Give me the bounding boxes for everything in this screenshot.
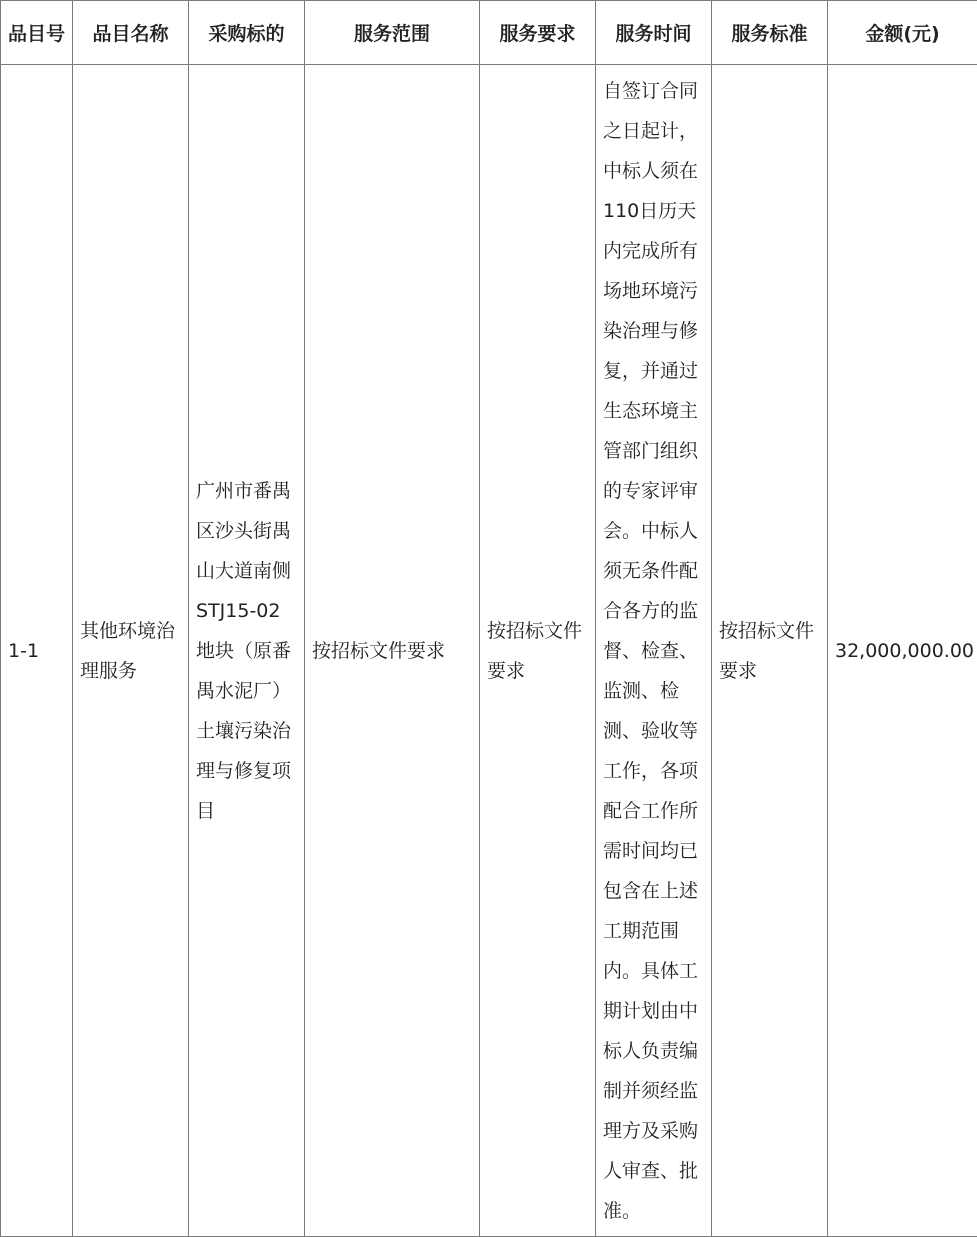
header-requirement: 服务要求 (480, 1, 596, 65)
header-amount: 金额(元) (828, 1, 977, 65)
cell-requirement: 按招标文件要求 (480, 65, 596, 1237)
header-item-no: 品目号 (1, 1, 73, 65)
cell-scope: 按招标文件要求 (305, 65, 480, 1237)
cell-time: 自签订合同之日起计，中标人须在110日历天内完成所有场地环境污染治理与修复，并通过生态环境主管部门组织的专家评审会。中标人须无条件配合各方的监督、检查、监测、检测、验收等工作，各项配合工作所需时间均已包含在上述工期范围内。具体工期计划由中标人负责编制并须经监理方及采购人审查、批准。 (596, 65, 712, 1237)
table-header-row (1, 1, 977, 65)
cell-standard: 按招标文件要求 (712, 65, 828, 1237)
header-scope: 服务范围 (305, 1, 480, 65)
table-row (1, 65, 977, 1237)
header-subject: 采购标的 (189, 1, 305, 65)
cell-item-no: 1-1 (1, 65, 73, 1237)
header-item-name: 品目名称 (73, 1, 189, 65)
header-time: 服务时间 (596, 1, 712, 65)
cell-subject: 广州市番禺区沙头街禺山大道南侧STJ15-02地块（原番禺水泥厂）土壤污染治理与修复项目 (189, 65, 305, 1237)
cell-amount: 32,000,000.00 (828, 65, 977, 1237)
header-standard: 服务标准 (712, 1, 828, 65)
cell-item-name: 其他环境治理服务 (73, 65, 189, 1237)
